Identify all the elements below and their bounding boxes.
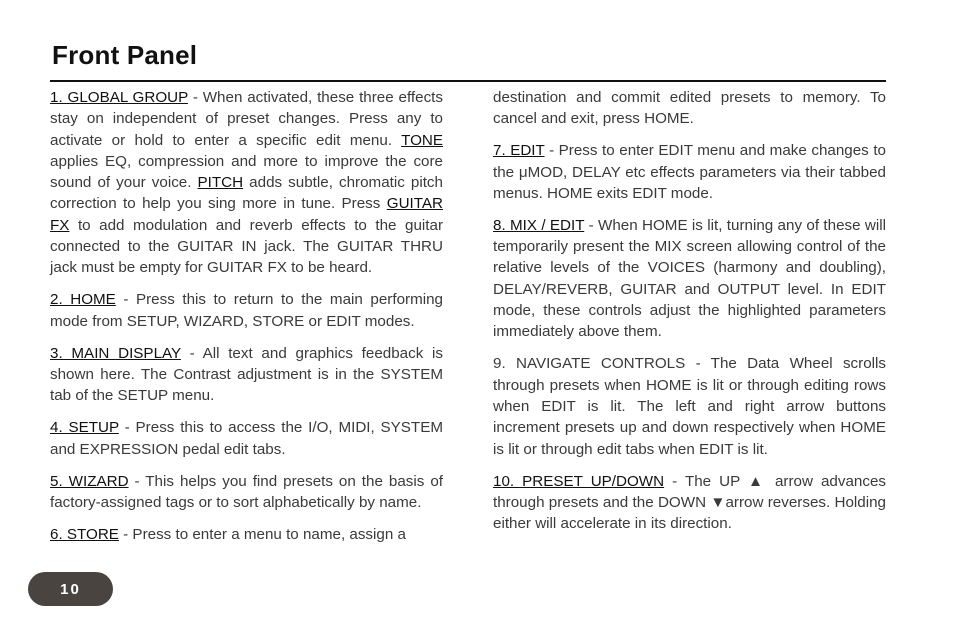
global-group-term: 1. GLOBAL GROUP xyxy=(50,89,188,106)
guitar-fx-text: to add modulation and reverb effects to the guitar connected to the GUITAR IN jack. The GUITAR THRU jack must be empty for GUITAR FX to be heard. xyxy=(50,216,443,277)
global-group-paragraph xyxy=(50,87,443,279)
setup-text: - Press this to access the I/O, MIDI, SYSTEM and EXPRESSION pedal edit tabs. xyxy=(50,419,443,458)
edit-paragraph xyxy=(493,140,886,204)
tone-term: TONE xyxy=(401,131,443,149)
tone-text: applies EQ, compression and more to improve the core sound of your voice. xyxy=(50,152,443,192)
wizard-term: 5. WIZARD xyxy=(50,472,129,490)
mix-edit-paragraph xyxy=(493,215,886,343)
preset-up-down-paragraph xyxy=(493,471,886,535)
preset-up-text: arrow advances through presets and the DOWN xyxy=(493,472,886,511)
wizard-text: - This helps you find presets on the basis of factory-assigned tags or to sort alphabetically by name. xyxy=(50,472,443,511)
home-paragraph xyxy=(50,289,443,332)
page-title: Front Panel xyxy=(52,40,198,70)
store-paragraph xyxy=(50,524,443,545)
store-term: 6. STORE xyxy=(50,525,119,543)
mix-edit-term: 8. MIX / EDIT xyxy=(493,216,585,234)
mix-edit-text: - When HOME is lit, turning any of these will temporarily present the MIX screen allowing control of the relative levels of the VOICES (harmony and doubling), DELAY/REVERB, GUITAR and OUTPUT level. In EDIT mode, these controls adjust the highlighted parameters immediately above them. xyxy=(493,216,886,341)
up-arrow-icon: ▲ xyxy=(748,472,767,490)
pitch-text: adds subtle, chromatic pitch correction to help you sing more in tune. Press xyxy=(50,174,443,213)
edit-text: - Press to enter EDIT menu and make changes to the μMOD, DELAY etc effects parameters via their tabbed menus. HOME exits EDIT mode. xyxy=(493,142,886,202)
guitar-fx-term: GUITAR FX xyxy=(50,195,443,234)
global-group-text: - When activated, these three effects stay on independent of preset changes. Press any to activate or hold to enter a specific edit menu. xyxy=(50,89,443,149)
home-term: 2. HOME xyxy=(50,291,116,309)
wizard-paragraph xyxy=(50,471,443,514)
right-column xyxy=(493,87,886,545)
preset-up-down-term: 10. PRESET UP/DOWN xyxy=(493,472,665,490)
main-display-term: 3. MAIN DISPLAY xyxy=(50,344,181,362)
home-text: - Press this to return to the main performing mode from SETUP, WIZARD, STORE or EDIT modes. xyxy=(50,291,443,330)
setup-paragraph xyxy=(50,417,443,460)
store-continued-paragraph: destination and commit edited presets to memory. To cancel and exit, press HOME. xyxy=(493,89,886,128)
main-display-text: - All text and graphics feedback is shown here. The Contrast adjustment is in the SYSTEM tab of the SETUP menu. xyxy=(50,344,443,405)
page-number: 10 xyxy=(60,580,81,598)
down-arrow-icon: ▼ xyxy=(710,493,726,511)
navigate-controls-paragraph: 9. NAVIGATE CONTROLS - The Data Wheel scrolls through presets when HOME is lit or through editing rows when EDIT is lit. The left and right arrow buttons increment presets up and down respectively when HOME is lit or through edit tabs when EDIT is lit. xyxy=(493,355,886,458)
pitch-term: PITCH xyxy=(197,174,244,192)
preset-down-text: arrow reverses. Holding either will accelerate in its direction. xyxy=(493,493,886,533)
main-display-paragraph xyxy=(50,343,443,407)
setup-term: 4. SETUP xyxy=(50,419,119,437)
preset-up-down-text: - The UP xyxy=(664,472,749,490)
left-column xyxy=(50,87,443,556)
title-divider xyxy=(50,80,886,82)
store-text: - Press to enter a menu to name, assign a xyxy=(118,525,406,543)
edit-term: 7. EDIT xyxy=(493,142,545,160)
page-number-badge xyxy=(28,572,113,606)
